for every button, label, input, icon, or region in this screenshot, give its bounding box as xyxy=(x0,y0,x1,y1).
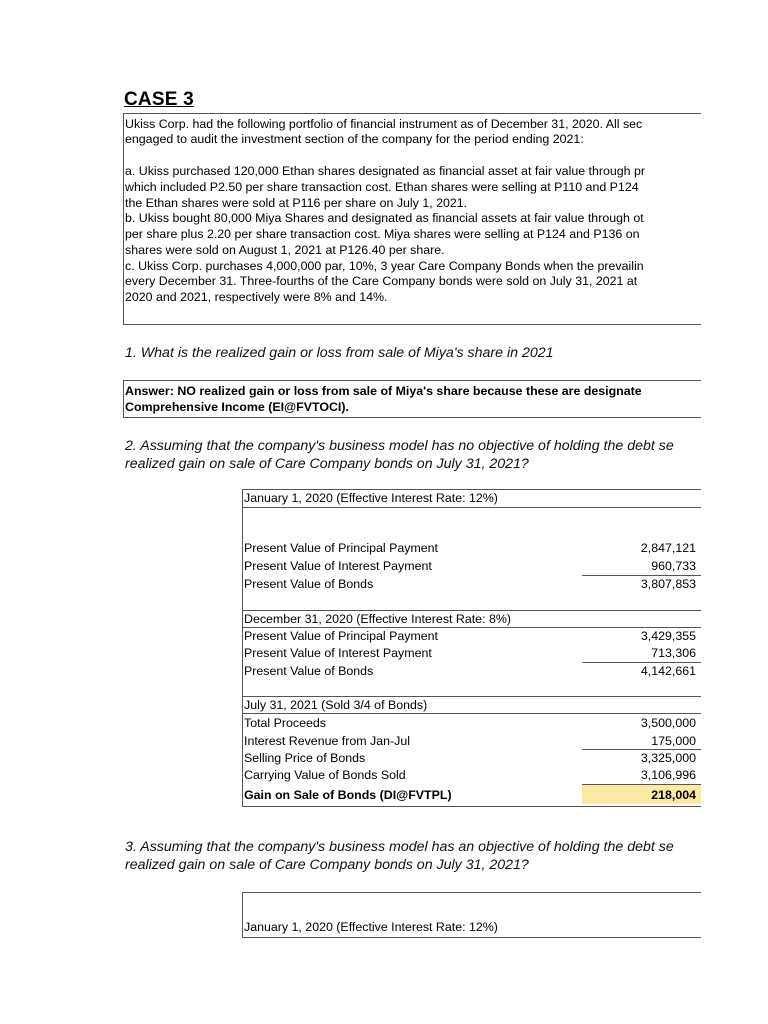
case-line: per share plus 2.20 per share transaction cost. Miya shares were selling at P124 and P136 on xyxy=(125,227,640,241)
row-value: 713,306 xyxy=(651,646,696,660)
divider xyxy=(242,507,701,508)
section-header: December 31, 2020 (Effective Interest Rate: 8%) xyxy=(244,612,511,626)
row-label: Present Value of Bonds xyxy=(244,577,374,591)
row-value: 3,106,996 xyxy=(640,768,696,782)
row-value: 3,325,000 xyxy=(640,751,696,765)
row-label: Present Value of Interest Payment xyxy=(244,646,432,660)
gain-label: Gain on Sale of Bonds (DI@FVTPL) xyxy=(244,788,452,802)
row-label: Interest Revenue from Jan-Jul xyxy=(244,734,410,748)
question-3-line: realized gain on sale of Care Company bonds on July 31, 2021? xyxy=(125,857,529,873)
case-line: c. Ukiss Corp. purchases 4,000,000 par, 10%, 3 year Care Company Bonds when the prevailin xyxy=(125,259,644,273)
row-value: 3,807,853 xyxy=(640,577,696,591)
row-label: Selling Price of Bonds xyxy=(244,751,366,765)
section-header: January 1, 2020 (Effective Interest Rate: 12%) xyxy=(244,491,498,505)
divider xyxy=(242,713,701,714)
case-line: shares were sold on August 1, 2021 at P126.40 per share. xyxy=(125,243,445,257)
answer-line: Comprehensive Income (EI@FVTOCI). xyxy=(125,400,349,414)
row-label: Present Value of Principal Payment xyxy=(244,629,438,643)
gain-value: 218,004 xyxy=(651,788,696,802)
section-header: January 1, 2020 (Effective Interest Rate: 12%) xyxy=(244,920,498,934)
question-2-line: realized gain on sale of Care Company bonds on July 31, 2021? xyxy=(125,456,529,472)
row-value: 960,733 xyxy=(651,559,696,573)
sum-underline xyxy=(582,784,701,785)
row-label: Carrying Value of Bonds Sold xyxy=(244,768,406,782)
case-line: a. Ukiss purchased 120,000 Ethan shares designated as financial asset at fair value through pr xyxy=(125,164,646,178)
row-value: 3,500,000 xyxy=(640,716,696,730)
page-title: CASE 3 xyxy=(124,89,194,110)
answer-line: Answer: NO realized gain or loss from sale of Miya's share because these are designate xyxy=(125,384,642,398)
case-line: b. Ukiss bought 80,000 Miya Shares and designated as financial assets at fair value through ot xyxy=(125,211,644,225)
section-header: July 31, 2021 (Sold 3/4 of Bonds) xyxy=(244,698,428,712)
case-line: every December 31. Three-fourths of the Care Company bonds were sold on July 31, 2021 at xyxy=(125,274,638,288)
question-2-line: 2. Assuming that the company's business model has no objective of holding the debt se xyxy=(125,438,674,454)
row-value: 175,000 xyxy=(651,734,696,748)
row-value: 2,847,121 xyxy=(640,541,696,555)
question-1: 1. What is the realized gain or loss from sale of Miya's share in 2021 xyxy=(125,345,554,361)
case-line: the Ethan shares were sold at P116 per share on July 1, 2021. xyxy=(125,196,468,210)
case-line: which included P2.50 per share transaction cost. Ethan shares were selling at P110 and P124 xyxy=(125,180,639,194)
question-3-line: 3. Assuming that the company's business model has an objective of holding the debt se xyxy=(125,839,674,855)
row-label: Present Value of Bonds xyxy=(244,664,374,678)
case-line: Ukiss Corp. had the following portfolio of financial instrument as of December 31, 2020. All sec xyxy=(125,117,643,131)
row-label: Present Value of Interest Payment xyxy=(244,559,432,573)
case-line: 2020 and 2021, respectively were 8% and 14%. xyxy=(125,290,388,304)
row-value: 3,429,355 xyxy=(640,629,696,643)
case-line: engaged to audit the investment section of the company for the period ending 2021: xyxy=(125,132,584,146)
row-label: Total Proceeds xyxy=(244,716,326,730)
row-value: 4,142,661 xyxy=(640,664,696,678)
row-label: Present Value of Principal Payment xyxy=(244,541,438,555)
